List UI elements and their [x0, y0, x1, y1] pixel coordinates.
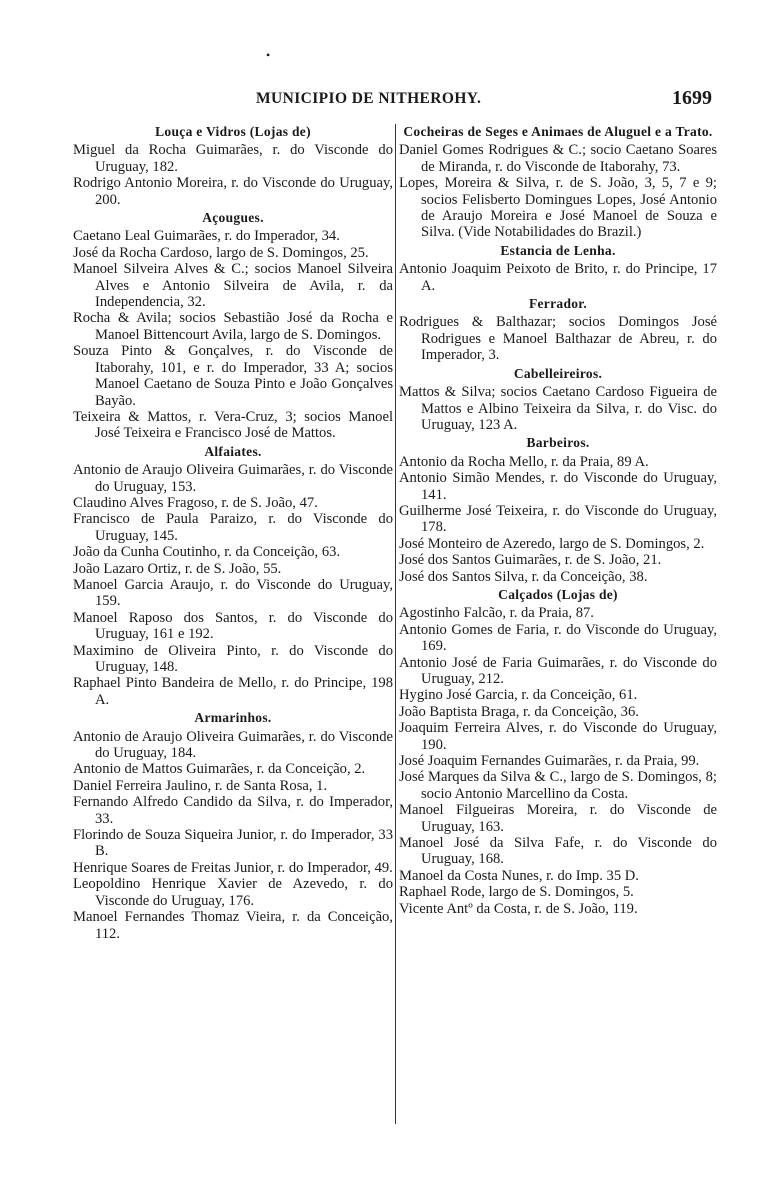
directory-entry: José Marques da Silva & C., largo de S. Domingos, 8; socio Antonio Marcellino da Costa.: [399, 769, 717, 802]
page-number: 1699: [672, 87, 712, 109]
directory-entry: Vicente Antº da Costa, r. de S. João, 119.: [399, 900, 638, 917]
section-heading-alfaiates: Alfaiates.: [204, 443, 262, 459]
directory-entry: Lopes, Moreira & Silva, r. de S. João, 3, 5, 7 e 9; socios Felisberto Domingues Lopes, José Antonio de Araujo Moreira e José Manoel de Souza e Silva. (Vide Notabilidades do Brazil.): [399, 175, 717, 241]
directory-entry: Daniel Ferreira Jaulino, r. de Santa Rosa, 1.: [73, 777, 328, 794]
section-heading-calcados-lojas-de: Calçados (Lojas de): [498, 586, 618, 602]
directory-entry: Manoel José da Silva Fafe, r. do Visconde do Uruguay, 168.: [399, 835, 717, 868]
directory-entry: José dos Santos Silva, r. da Conceição, 38.: [399, 568, 648, 585]
directory-entry: Teixeira & Mattos, r. Vera-Cruz, 3; socios Manoel José Teixeira e Francisco José de Mattos.: [73, 408, 393, 442]
directory-entry: Mattos & Silva; socios Caetano Cardoso Figueira de Mattos e Albino Teixeira da Silva, r. do Visc. do Uruguay, 123 A.: [399, 384, 717, 433]
print-mark: •: [266, 48, 271, 62]
right-column: [399, 122, 717, 917]
directory-entry: Guilherme José Teixeira, r. do Visconde do Uruguay, 178.: [399, 502, 717, 536]
directory-entry: Leopoldino Henrique Xavier de Azevedo, r. do Visconde do Uruguay, 176.: [73, 876, 393, 909]
directory-entry: Antonio Joaquim Peixoto de Brito, r. do Principe, 17 A.: [399, 261, 717, 294]
directory-entry: Manoel Garcia Araujo, r. do Visconde do Uruguay, 159.: [73, 576, 393, 610]
directory-entry: Rodrigues & Balthazar; socios Domingos José Rodrigues e Manoel Balthazar de Abreu, r. do Imperador, 3.: [399, 314, 717, 364]
section-heading-cabelleireiros: Cabelleireiros.: [513, 365, 603, 381]
directory-entry: Raphael Pinto Bandeira de Mello, r. do Principe, 198 A.: [73, 675, 393, 708]
directory-entry: Claudino Alves Fragoso, r. de S. João, 47.: [73, 494, 318, 511]
directory-entry: Manoel Silveira Alves & C.; socios Manoel Silveira Alves e Antonio Silveira de Avila, r. da Independencia, 32.: [73, 261, 393, 311]
directory-entry: João Lazaro Ortiz, r. de S. João, 55.: [73, 560, 282, 577]
section-heading-barbeiros: Barbeiros.: [526, 435, 590, 451]
directory-entry: Antonio José de Faria Guimarães, r. do Visconde do Uruguay, 212.: [399, 654, 717, 687]
left-column: [73, 122, 393, 942]
directory-entry: Florindo de Souza Siqueira Junior, r. do Imperador, 33 B.: [73, 827, 393, 860]
directory-entry: Francisco de Paula Paraizo, r. do Visconde do Uruguay, 145.: [73, 511, 393, 544]
column-divider: [395, 124, 396, 1124]
directory-entry: Antonio de Araujo Oliveira Guimarães, r. do Visconde do Uruguay, 184.: [73, 728, 393, 762]
directory-entry: Antonio da Rocha Mello, r. da Praia, 89 A.: [399, 453, 649, 470]
directory-entry: Souza Pinto & Gonçalves, r. do Visconde de Itaborahy, 101, e r. do Imperador, 33 A; socios Manoel Caetano de Souza Pinto e João Gonçalves Bayão.: [73, 343, 393, 409]
page-header: [80, 87, 712, 114]
section-heading-ferrador: Ferrador.: [528, 296, 588, 312]
section-heading-louca-e-vidros-lojas-de: Louça e Vidros (Lojas de): [155, 124, 311, 139]
directory-entry: Fernando Alfredo Candido da Silva, r. do Imperador, 33.: [73, 794, 393, 827]
directory-entry: Manoel da Costa Nunes, r. do Imp. 35 D.: [399, 867, 639, 884]
directory-entry: Antonio Simão Mendes, r. do Visconde do Uruguay, 141.: [399, 470, 717, 503]
directory-entry: Maximino de Oliveira Pinto, r. do Visconde do Uruguay, 148.: [73, 642, 393, 675]
section-heading-estancia-de-lenha: Estancia de Lenha.: [500, 242, 616, 258]
directory-entry: Rocha & Avila; socios Sebastião José da Rocha e Manoel Bittencourt Avila, largo de S. Domingos.: [73, 310, 393, 343]
directory-entry: Hygino José Garcia, r. da Conceição, 61.: [399, 687, 638, 704]
directory-entry: Miguel da Rocha Guimarães, r. do Visconde do Uruguay, 182.: [73, 142, 393, 175]
directory-entry: José da Rocha Cardoso, largo de S. Domingos, 25.: [73, 244, 369, 261]
directory-entry: João da Cunha Coutinho, r. da Conceição, 63.: [73, 544, 341, 561]
directory-entry: Antonio de Araujo Oliveira Guimarães, r. do Visconde do Uruguay, 153.: [73, 462, 393, 495]
directory-entry: Henrique Soares de Freitas Junior, r. do Imperador, 49.: [73, 859, 393, 876]
section-heading-cocheiras-de-seges-e-animaes-de-aluguel-: Cocheiras de Seges e Animaes de Aluguel e a Trato.: [403, 124, 713, 139]
directory-entry: Agostinho Falcão, r. da Praia, 87.: [399, 605, 594, 622]
directory-entry: Manoel Fernandes Thomaz Vieira, r. da Conceição, 112.: [73, 909, 393, 942]
directory-entry: José dos Santos Guimarães, r. de S. João, 21.: [399, 552, 662, 569]
running-title: MUNICIPIO DE NITHEROHY.: [256, 90, 482, 107]
directory-entry: José Monteiro de Azeredo, largo de S. Domingos, 2.: [399, 535, 705, 552]
directory-entry: Caetano Leal Guimarães, r. do Imperador, 34.: [73, 228, 340, 245]
section-heading-acougues: Açougues.: [202, 210, 264, 226]
directory-entry: José Joaquim Fernandes Guimarães, r. da Praia, 99.: [399, 753, 700, 770]
directory-entry: Joaquim Ferreira Alves, r. do Visconde do Uruguay, 190.: [399, 720, 717, 753]
directory-entry: João Baptista Braga, r. da Conceição, 36.: [399, 703, 639, 720]
directory-entry: Antonio Gomes de Faria, r. do Visconde do Uruguay, 169.: [399, 621, 717, 655]
directory-entry: Manoel Raposo dos Santos, r. do Visconde do Uruguay, 161 e 192.: [73, 609, 393, 643]
directory-entry: Daniel Gomes Rodrigues & C.; socio Caetano Soares de Miranda, r. do Visconde de Itaborahy, 73.: [399, 142, 717, 175]
section-heading-armarinhos: Armarinhos.: [194, 710, 272, 726]
directory-entry: Raphael Rode, largo de S. Domingos, 5.: [399, 884, 634, 901]
directory-entry: Antonio de Mattos Guimarães, r. da Conceição, 2.: [73, 761, 366, 778]
directory-entry: Rodrigo Antonio Moreira, r. do Visconde do Uruguay, 200.: [73, 175, 393, 208]
directory-entry: Manoel Filgueiras Moreira, r. do Visconde de Uruguay, 163.: [399, 802, 717, 835]
